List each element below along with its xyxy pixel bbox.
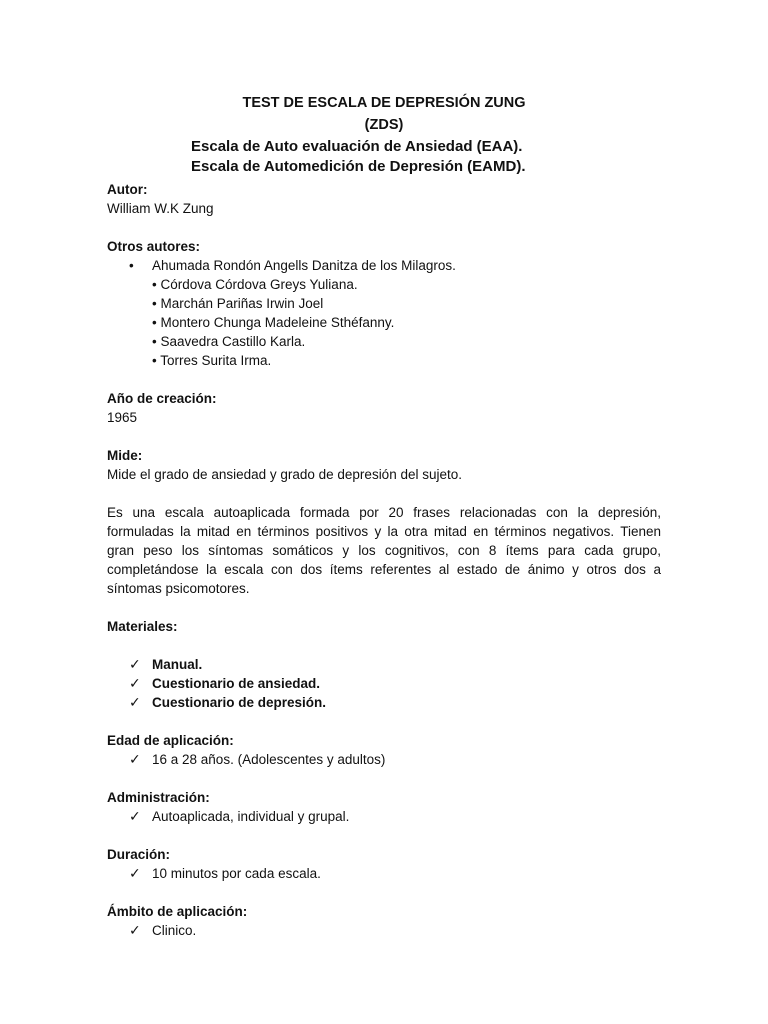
- duracion-list: [107, 864, 661, 883]
- otros-autores-list: [107, 256, 661, 370]
- duracion-heading: Duración:: [107, 847, 171, 862]
- edad-heading: Edad de aplicación:: [107, 733, 234, 748]
- title-block: [0, 94, 768, 177]
- administracion-heading: Administración:: [107, 790, 210, 805]
- list-item: • Saavedra Castillo Karla.: [152, 334, 306, 349]
- checkmark-icon: ✓: [129, 922, 141, 938]
- anio-heading: Año de creación:: [107, 391, 217, 406]
- paragraph-line: gran peso los síntomas somáticos y los cognitivos, con 8 ítems para cada grupo,: [107, 543, 661, 558]
- checkmark-icon: ✓: [129, 751, 141, 767]
- paragraph-line: completándose la escala con dos ítems referentes al estado de ánimo y otros dos a: [107, 562, 661, 577]
- mide-value: Mide el grado de ansiedad y grado de depresión del sujeto.: [107, 467, 462, 482]
- list-item: • Montero Chunga Madeleine Sthéfanny.: [152, 315, 395, 330]
- descripcion-paragraph: [107, 503, 661, 598]
- materiales-heading: Materiales:: [107, 619, 178, 634]
- document-title: TEST DE ESCALA DE DEPRESIÓN ZUNG: [242, 95, 526, 111]
- list-item: • Torres Surita Irma.: [152, 353, 272, 368]
- checkmark-icon: ✓: [129, 694, 141, 710]
- list-item: • Córdova Córdova Greys Yuliana.: [152, 277, 358, 292]
- checkmark-icon: ✓: [129, 808, 141, 824]
- list-item: ✓ Autoaplicada, individual y grupal.: [129, 808, 350, 824]
- paragraph-line: Es una escala autoaplicada formada por 20 frases relacionadas con la depresión,: [107, 505, 661, 520]
- list-item: ✓ 10 minutos por cada escala.: [129, 865, 321, 881]
- otros-autores-heading: Otros autores:: [107, 239, 201, 254]
- bullet-icon: •: [129, 258, 134, 273]
- document-body: [107, 180, 661, 940]
- autor-heading: Autor:: [107, 182, 148, 197]
- mide-heading: Mide:: [107, 448, 143, 463]
- document-subtitle-eamd: Escala de Automedición de Depresión (EAMD).: [191, 158, 526, 175]
- list-item: • Ahumada Rondón Angells Danitza de los Milagros.: [129, 258, 456, 273]
- list-item: ✓ Cuestionario de ansiedad.: [129, 675, 321, 691]
- checkmark-icon: ✓: [129, 656, 141, 672]
- document-subtitle-abbrev: (ZDS): [364, 117, 404, 133]
- anio-value: 1965: [107, 410, 138, 425]
- paragraph-line: formuladas la mitad en términos positivos y la otra mitad en términos negativos. Tienen: [107, 524, 661, 539]
- list-item: ✓ 16 a 28 años. (Adolescentes y adultos): [129, 751, 386, 767]
- materiales-list: [107, 655, 661, 712]
- administracion-list: [107, 807, 661, 826]
- list-item: ✓ Cuestionario de depresión.: [129, 694, 327, 710]
- list-item: ✓ Clinico.: [129, 922, 197, 938]
- paragraph-line: síntomas psicomotores.: [107, 581, 250, 596]
- list-item: ✓ Manual.: [129, 656, 203, 672]
- ambito-list: [107, 921, 661, 940]
- document-subtitle-eaa: Escala de Auto evaluación de Ansiedad (EAA).: [191, 138, 523, 155]
- checkmark-icon: ✓: [129, 675, 141, 691]
- ambito-heading: Ámbito de aplicación:: [107, 904, 248, 919]
- checkmark-icon: ✓: [129, 865, 141, 881]
- autor-value: William W.K Zung: [107, 201, 214, 216]
- list-item: • Marchán Pariñas Irwin Joel: [152, 296, 324, 311]
- edad-list: [107, 750, 661, 769]
